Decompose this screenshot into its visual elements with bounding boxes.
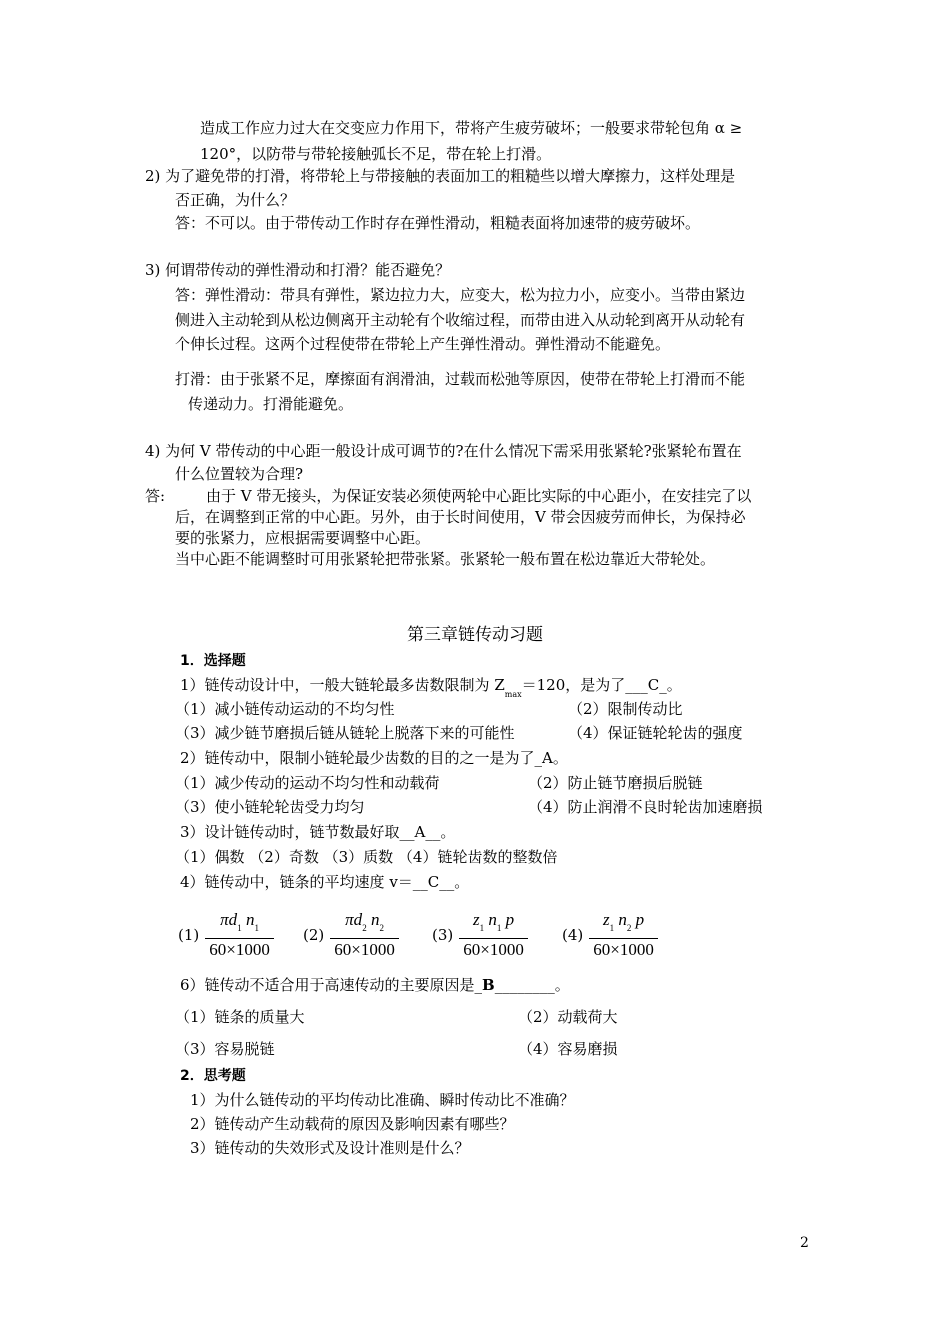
thinking-question: 1）为什么链传动的平均传动比准确、瞬时传动比不准确？ — [190, 1091, 575, 1109]
thinking-question: 3）链传动的失效形式及设计准则是什么？ — [190, 1139, 470, 1157]
choice-question-1: 1）链传动设计中，一般大链轮最多齿数限制为 $Z_{max}=120$，是为了___C_。 — [180, 676, 682, 699]
option: （3）容易脱链 — [175, 1040, 275, 1058]
text-line: 打滑：由于张紧不足，摩擦面有润滑油，过载而松弛等原因，使带在带轮上打滑而不能 — [175, 370, 746, 388]
text-line: 什么位置较为合理? — [175, 465, 304, 483]
chapter-title: 第三章链传动习题 — [407, 625, 543, 645]
option: （4）防止润滑不良时轮齿加速磨损 — [528, 798, 763, 816]
question-2: 2) 为了避免带的打滑，将带轮上与带接触的表面加工的粗糙些以增大摩擦力，这样处理是 — [145, 167, 736, 185]
option: （4）容易磨损 — [518, 1040, 618, 1058]
option: （2）动载荷大 — [518, 1008, 618, 1026]
choice-question-6: 6）链传动不适合用于高速传动的主要原因是_B________。 — [180, 976, 570, 994]
option: （2）限制传动比 — [568, 700, 683, 718]
question-3: 3) 何谓带传动的弹性滑动和打滑？能否避免？ — [145, 261, 451, 279]
text-line: 120°，以防带与带轮接触弧长不足，带在轮上打滑。 — [200, 145, 552, 163]
formula-option-4: (4) $\frac{z_1 n_2 p}{60\times 1000}$ — [562, 910, 658, 960]
option: （1）减少传动的运动不均匀性和动载荷 — [175, 774, 440, 792]
answer-2: 答：不可以。由于带传动工作时存在弹性滑动，粗糙表面将加速带的疲劳破坏。 — [175, 214, 701, 232]
option: （4）保证链轮轮齿的强度 — [568, 724, 743, 742]
thinking-question: 2）链传动产生动载荷的原因及影响因素有哪些？ — [190, 1115, 515, 1133]
choice-question-3: 3）设计链传动时，链节数最好取__A__。 — [180, 823, 456, 841]
choice-question-2: 2）链传动中，限制小链轮最少齿数的目的之一是为了_A。 — [180, 749, 568, 767]
text-line: 后，在调整到正常的中心距。另外，由于长时间使用，V 带会因疲劳而伸长，为保持必 — [175, 508, 746, 526]
text-line: 侧进入主动轮到从松边侧离开主动轮有个收缩过程，而带由进入从动轮到离开从动轮有 — [175, 311, 746, 329]
choice-question-4: 4）链传动中，链条的平均速度 v＝__C__。 — [180, 873, 470, 891]
formula-option-2: (2) $\frac{\pi d_2 n_2}{60\times 1000}$ — [303, 910, 399, 960]
option: （1）链条的质量大 — [175, 1008, 305, 1026]
option: （2）防止链节磨损后脱链 — [528, 774, 703, 792]
option: （3）减少链节磨损后链从链轮上脱落下来的可能性 — [175, 724, 515, 742]
page-number: 2 — [800, 1235, 809, 1251]
question-4: 4) 为何 V 带传动的中心距一般设计成可调节的?在什么情况下需采用张紧轮?张紧轮布置在 — [145, 442, 742, 460]
formula-option-1: (1) $\frac{\pi d_1 n_1}{60\times 1000}$ — [178, 910, 274, 960]
section-heading: 2．思考题 — [180, 1068, 246, 1084]
text-line: 否正确，为什么？ — [175, 191, 296, 209]
section-heading: 1．选择题 — [180, 653, 246, 669]
text-line: 当中心距不能调整时可用张紧轮把带张紧。张紧轮一般布置在松边靠近大带轮处。 — [175, 550, 716, 568]
text-line: 造成工作应力过大在交变应力作用下，带将产生疲劳破坏；一般要求带轮包角 α ≥ — [200, 119, 743, 137]
text-line: 传递动力。打滑能避免。 — [188, 395, 354, 413]
text-line: 个伸长过程。这两个过程使带在带轮上产生弹性滑动。弹性滑动不能避免。 — [175, 335, 671, 353]
option: （1）偶数 （2）奇数 （3）质数 （4）链轮齿数的整数倍 — [175, 848, 558, 866]
option: （1）减小链传动运动的不均匀性 — [175, 700, 395, 718]
answer-4: 由于 V 带无接头，为保证安装必须使两轮中心距比实际的中心距小，在安挂完了以 — [206, 487, 752, 505]
answer-3: 答：弹性滑动：带具有弹性，紧边拉力大，应变大，松为拉力小，应变小。当带由紧边 — [175, 286, 746, 304]
formula-option-3: (3) $\frac{z_1 n_1 p}{60\times 1000}$ — [432, 910, 528, 960]
option: （3）使小链轮轮齿受力均匀 — [175, 798, 365, 816]
text-line: 要的张紧力，应根据需要调整中心距。 — [175, 529, 431, 547]
answer-label: 答: — [145, 487, 166, 505]
